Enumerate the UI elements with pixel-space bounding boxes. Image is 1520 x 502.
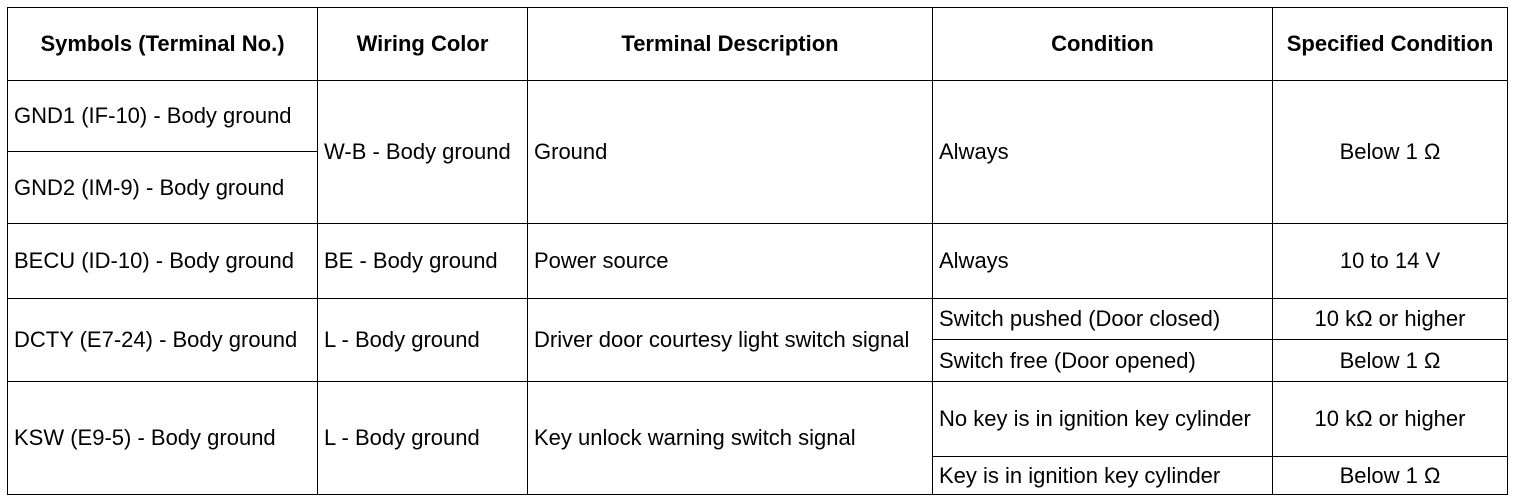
header-terminal-description: Terminal Description [528, 8, 933, 81]
cell-spec-dcty-2: Below 1 Ω [1273, 340, 1508, 382]
cell-symbol-ksw: KSW (E9-5) - Body ground [8, 382, 318, 495]
table-row-becu [8, 224, 1508, 299]
header-condition: Condition [933, 8, 1273, 81]
cell-condition-becu: Always [933, 224, 1273, 299]
cell-symbol-gnd1: GND1 (IF-10) - Body ground [8, 81, 318, 152]
header-symbols: Symbols (Terminal No.) [8, 8, 318, 81]
cell-wiring-gnd: W-B - Body ground [318, 81, 528, 224]
header-row [8, 8, 1508, 81]
cell-condition-ksw-1: No key is in ignition key cylinder [933, 382, 1273, 457]
cell-spec-ksw-1: 10 kΩ or higher [1273, 382, 1508, 457]
table-row-gnd1 [8, 81, 1508, 152]
header-specified-condition: Specified Condition [1273, 8, 1508, 81]
cell-condition-dcty-1: Switch pushed (Door closed) [933, 299, 1273, 340]
cell-condition-gnd: Always [933, 81, 1273, 224]
cell-description-dcty: Driver door courtesy light switch signal [528, 299, 933, 382]
terminal-inspection-table [7, 7, 1508, 495]
cell-wiring-ksw: L - Body ground [318, 382, 528, 495]
cell-description-ksw: Key unlock warning switch signal [528, 382, 933, 495]
table-row-ksw-1 [8, 382, 1508, 457]
cell-spec-dcty-1: 10 kΩ or higher [1273, 299, 1508, 340]
cell-description-becu: Power source [528, 224, 933, 299]
cell-spec-gnd: Below 1 Ω [1273, 81, 1508, 224]
cell-condition-dcty-2: Switch free (Door opened) [933, 340, 1273, 382]
cell-spec-becu: 10 to 14 V [1273, 224, 1508, 299]
cell-wiring-becu: BE - Body ground [318, 224, 528, 299]
cell-wiring-dcty: L - Body ground [318, 299, 528, 382]
cell-symbol-gnd2: GND2 (IM-9) - Body ground [8, 152, 318, 224]
header-wiring-color: Wiring Color [318, 8, 528, 81]
cell-symbol-becu: BECU (ID-10) - Body ground [8, 224, 318, 299]
cell-condition-ksw-2: Key is in ignition key cylinder [933, 457, 1273, 495]
cell-symbol-dcty: DCTY (E7-24) - Body ground [8, 299, 318, 382]
cell-spec-ksw-2: Below 1 Ω [1273, 457, 1508, 495]
cell-description-gnd: Ground [528, 81, 933, 224]
table-row-dcty-1 [8, 299, 1508, 340]
